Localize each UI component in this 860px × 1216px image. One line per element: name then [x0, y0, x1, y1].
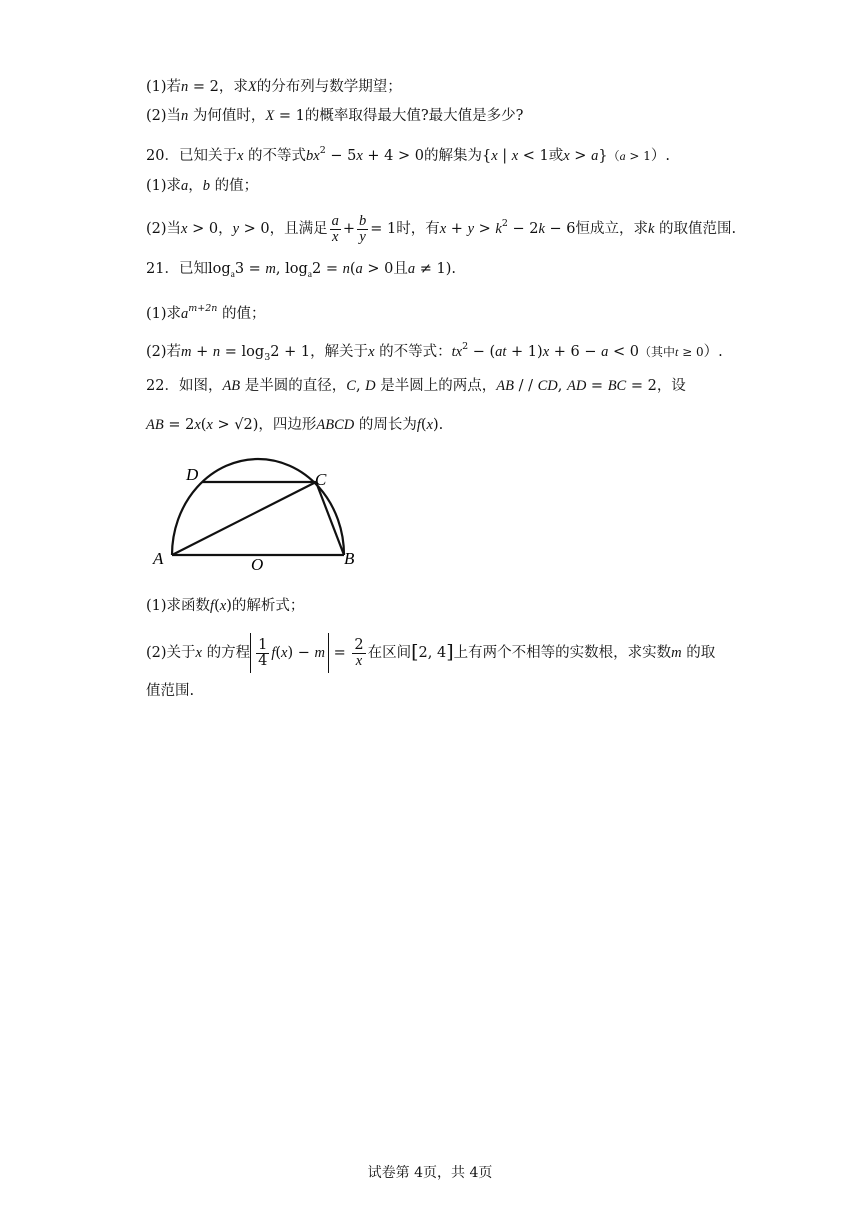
- q22-part2-continued: 值范围.: [146, 683, 195, 699]
- label-c: C: [315, 470, 327, 489]
- q20-part1: (1)求a，b 的值；: [146, 178, 259, 194]
- q19-part1: (1)若n = 2，求X的分布列与数学期望；: [146, 79, 402, 95]
- q19-part2: (2)当n 为何值时，X = 1的概率取得最大值?最大值是多少?: [146, 108, 524, 124]
- q22-stem-2: AB = 2x(x > √2)，四边形ABCD 的周长为f(x).: [146, 417, 444, 433]
- q20-part2: (2)当x > 0，y > 0，且满足 $\frac{a}{x}$ + $\frac{b}{y}$ = 1时，有$x + y > k^2 - 2k - 6$恒成立，求k 的取值范围.: [146, 212, 737, 245]
- q22-part1: (1)求函数f(x)的解析式；: [146, 598, 305, 614]
- q21-stem: 21．已知$\log_a3 = m$, $\log_a2 = n(a > 0$且a ≠ 1).: [146, 261, 456, 280]
- q22-stem: 22．如图，AB 是半圆的直径，C, D 是半圆上的两点，AB / / CD, AD = BC = 2，设: [146, 378, 686, 394]
- semicircle-figure: [150, 452, 365, 577]
- label-o: O: [251, 555, 264, 574]
- label-d: D: [186, 465, 199, 484]
- q21-part1: (1)求$a^{m+2n}$ 的值；: [146, 303, 266, 322]
- label-a: A: [153, 549, 164, 568]
- q22-part2: (2)关于x 的方程 $\frac{1}{4}$ f(x) − m = $\frac{2}{x}$ 在区间[2, 4]上有两个不相等的实数根，求实数m 的取: [146, 632, 715, 672]
- side-cb: [316, 482, 344, 555]
- label-b: B: [344, 549, 355, 568]
- page-footer: 试卷第 4页，共 4页: [367, 1165, 493, 1181]
- q20-stem: 20．已知关于x 的不等式$bx^2 - 5x + 4 > 0$的解集为{x | x < 1或x > a}（a > 1）.: [146, 145, 671, 164]
- q21-part2: (2)若$m + n = \log_32 + 1$，解关于x 的不等式：$tx^2 - (at + 1)x + 6 - a < 0$（其中t ≥ 0）.: [146, 341, 723, 363]
